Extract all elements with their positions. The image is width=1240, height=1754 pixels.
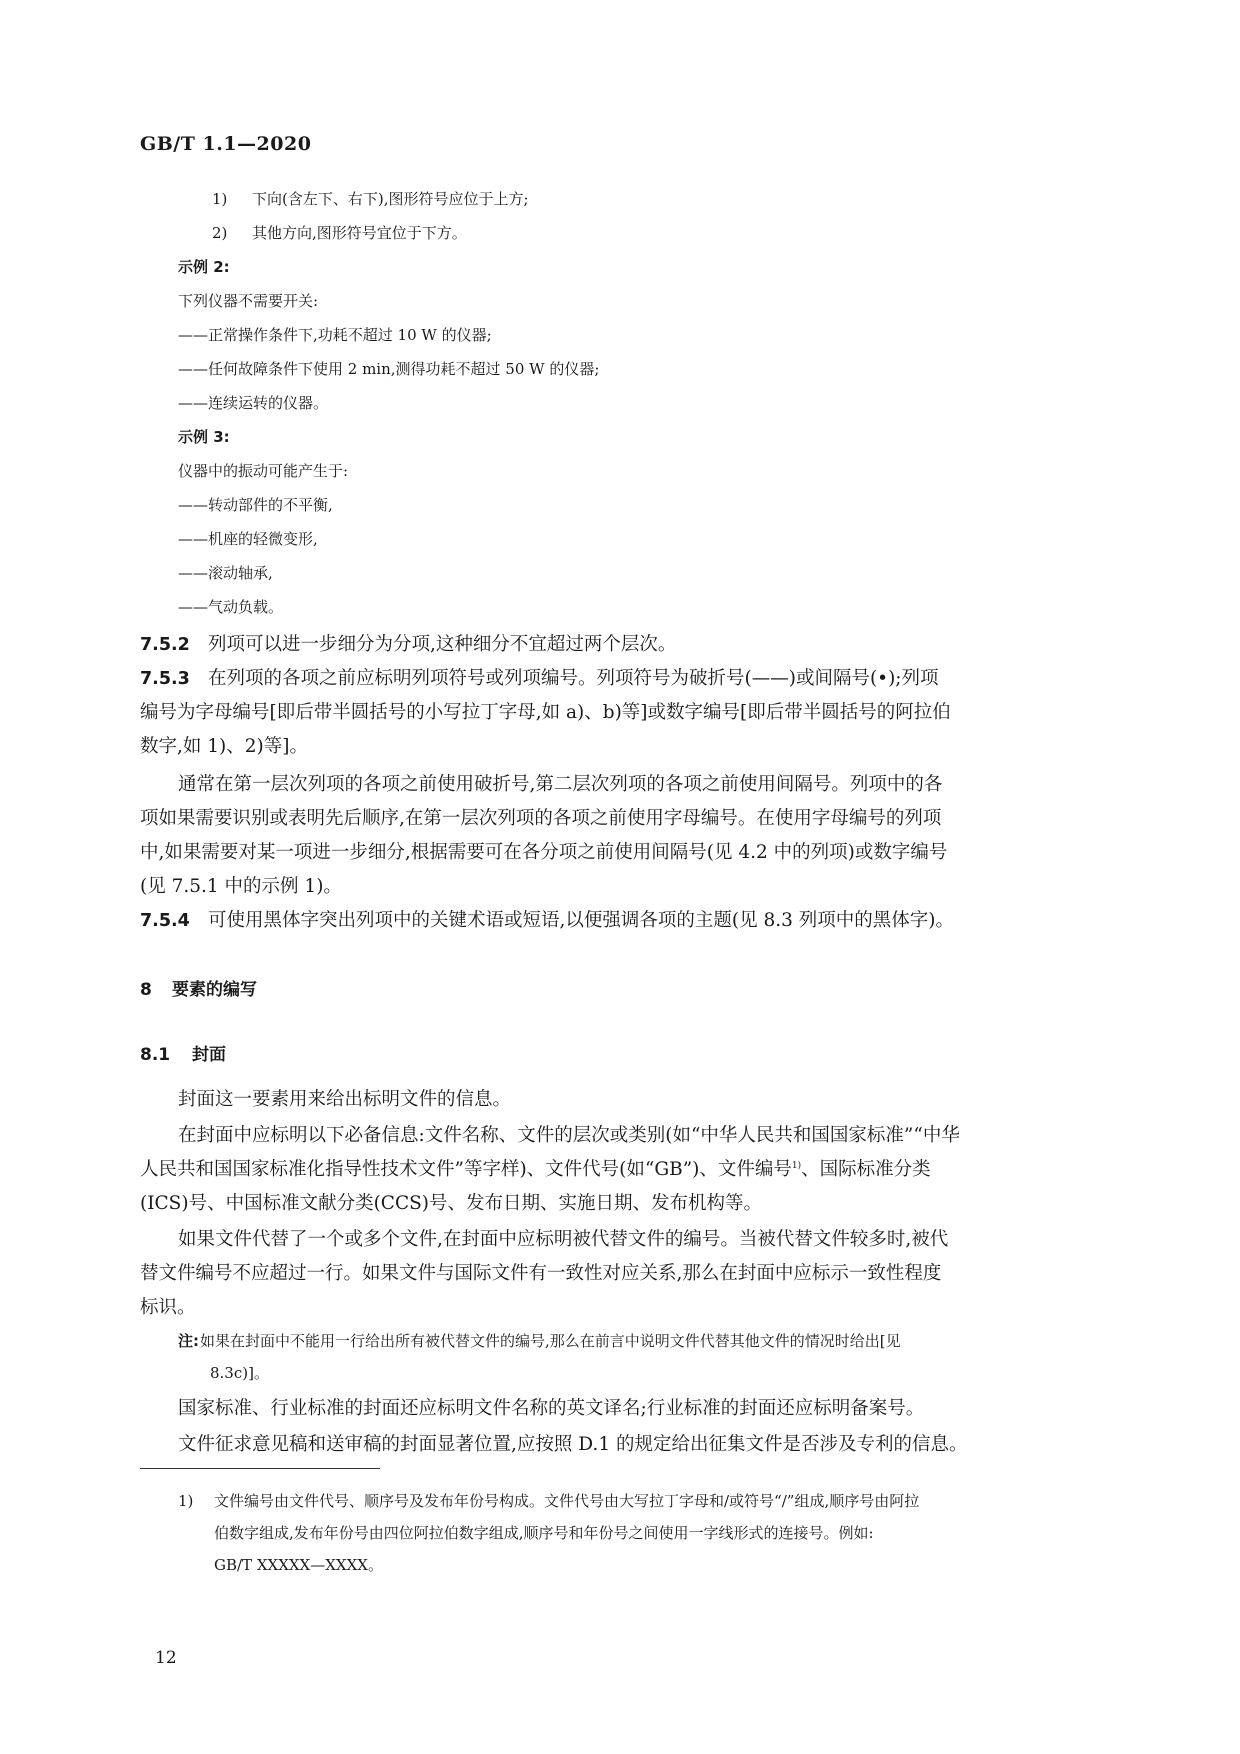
example-label: 示例 3: [178, 428, 230, 446]
example-intro: 仪器中的振动可能产生于: [178, 462, 349, 480]
clause-7-5-2 [140, 630, 676, 656]
example-intro: 下列仪器不需要开关: [178, 292, 319, 310]
clause-7-5-3 [140, 664, 939, 690]
text-span: 、国际标准分类 [801, 1159, 931, 1180]
list-item-text: 下向(含左下、右下),图形符号应位于上方; [252, 190, 529, 208]
paragraph-line: 文件征求意见稿和送审稿的封面显著位置,应按照 D.1 的规定给出征集文件是否涉及专利的信息。 [178, 1434, 968, 1455]
footnote-marker: 1) [178, 1492, 194, 1510]
list-marker: 1) [212, 190, 228, 208]
example-label: 示例 2: [178, 258, 230, 276]
clause-text-line: 编号为字母编号[即后带半圆括号的小写拉丁字母,如 a)、b)等]或数字编号[即后带半圆括号的阿拉伯 [140, 702, 951, 723]
footnote-text-line: 伯数字组成,发布年份号由四位阿拉伯数字组成,顺序号和年份号之间使用一字线形式的连接号。例如: [214, 1524, 874, 1542]
section-title: 要素的编写 [172, 980, 257, 1000]
footnote-text-line: GB/T XXXXX—XXXX。 [214, 1556, 383, 1574]
footnote-text: 文件编号由文件代号、顺序号及发布年份号构成。文件代号由大写拉丁字母和/或符号“/”组成,顺序号由阿拉 [214, 1492, 920, 1510]
paragraph-line: 如果文件代替了一个或多个文件,在封面中应标明被代替文件的编号。当被代替文件较多时,被代 [178, 1229, 949, 1250]
note-text-line: 8.3c)]。 [210, 1364, 269, 1382]
example-item: ——连续运转的仪器。 [178, 394, 329, 412]
footnote-separator [140, 1468, 380, 1469]
section-number: 8 [140, 980, 152, 1000]
subsection-number: 8.1 [140, 1045, 171, 1065]
paragraph-line [140, 1155, 931, 1181]
note [178, 1330, 901, 1351]
clause-text-line: 数字,如 1)、2)等]。 [140, 736, 308, 757]
list-marker: 2) [212, 224, 228, 242]
page-number: 12 [155, 1648, 177, 1668]
paragraph-line: 国家标准、行业标准的封面还应标明文件名称的英文译名;行业标准的封面还应标明备案号。 [178, 1398, 925, 1419]
list-item [212, 188, 529, 209]
list-item-text: 其他方向,图形符号宜位于下方。 [252, 224, 467, 242]
paragraph-line: 封面这一要素用来给出标明文件的信息。 [178, 1089, 512, 1110]
subsection-heading [140, 1040, 226, 1065]
paragraph-line: 替文件编号不应超过一行。如果文件与国际文件有一致性对应关系,那么在封面中应标示一致性程度 [140, 1263, 942, 1284]
paragraph-line: (见 7.5.1 中的示例 1)。 [140, 876, 342, 897]
clause-number: 7.5.3 [140, 669, 190, 689]
clause-text: 在列项的各项之前应标明列项符号或列项编号。列项符号为破折号(——)或间隔号(•);列项 [208, 668, 939, 689]
example-item: ——正常操作条件下,功耗不超过 10 W 的仪器; [178, 326, 492, 344]
clause-number: 7.5.4 [140, 911, 190, 931]
text-span: 人民共和国国家标准化指导性技术文件”等字样)、文件代号(如“GB”)、文件编号 [140, 1159, 792, 1180]
paragraph-line: 中,如果需要对某一项进一步细分,根据需要可在各分项之前使用间隔号(见 4.2 中的列项)或数字编号 [140, 842, 948, 863]
clause-number: 7.5.2 [140, 635, 190, 655]
clause-text: 可使用黑体字突出列项中的关键术语或短语,以便强调各项的主题(见 8.3 列项中的黑体字)。 [208, 910, 955, 931]
subsection-title: 封面 [192, 1045, 226, 1065]
list-item [212, 222, 467, 243]
note-text: 如果在封面中不能用一行给出所有被代替文件的编号,那么在前言中说明文件代替其他文件的情况时给出[见 [200, 1332, 901, 1350]
paragraph-line: 标识。 [140, 1297, 196, 1318]
paragraph-line: (ICS)号、中国标准文献分类(CCS)号、发布日期、实施日期、发布机构等。 [140, 1193, 762, 1214]
footnote [178, 1490, 919, 1511]
example-item: ——机座的轻微变形, [178, 530, 318, 548]
clause-7-5-4 [140, 906, 954, 932]
example-item: ——转动部件的不平衡, [178, 496, 333, 514]
example-item: ——任何故障条件下使用 2 min,测得功耗不超过 50 W 的仪器; [178, 360, 600, 378]
example-item: ——气动负载。 [178, 598, 284, 616]
note-label: 注: [178, 1332, 199, 1350]
footnote-reference[interactable]: 1) [791, 1160, 802, 1171]
document-code-header: GB/T 1.1—2020 [140, 133, 312, 155]
clause-text: 列项可以进一步细分为分项,这种细分不宜超过两个层次。 [208, 634, 677, 655]
paragraph-line: 在封面中应标明以下必备信息:文件名称、文件的层次或类别(如“中华人民共和国国家标准”“中华 [178, 1125, 960, 1146]
example-item: ——滚动轴承, [178, 564, 273, 582]
paragraph-line: 通常在第一层次列项的各项之前使用破折号,第二层次列项的各项之前使用间隔号。列项中的各 [178, 774, 943, 795]
paragraph-line: 项如果需要识别或表明先后顺序,在第一层次列项的各项之前使用字母编号。在使用字母编号的列项 [140, 808, 942, 829]
section-heading [140, 975, 257, 1000]
